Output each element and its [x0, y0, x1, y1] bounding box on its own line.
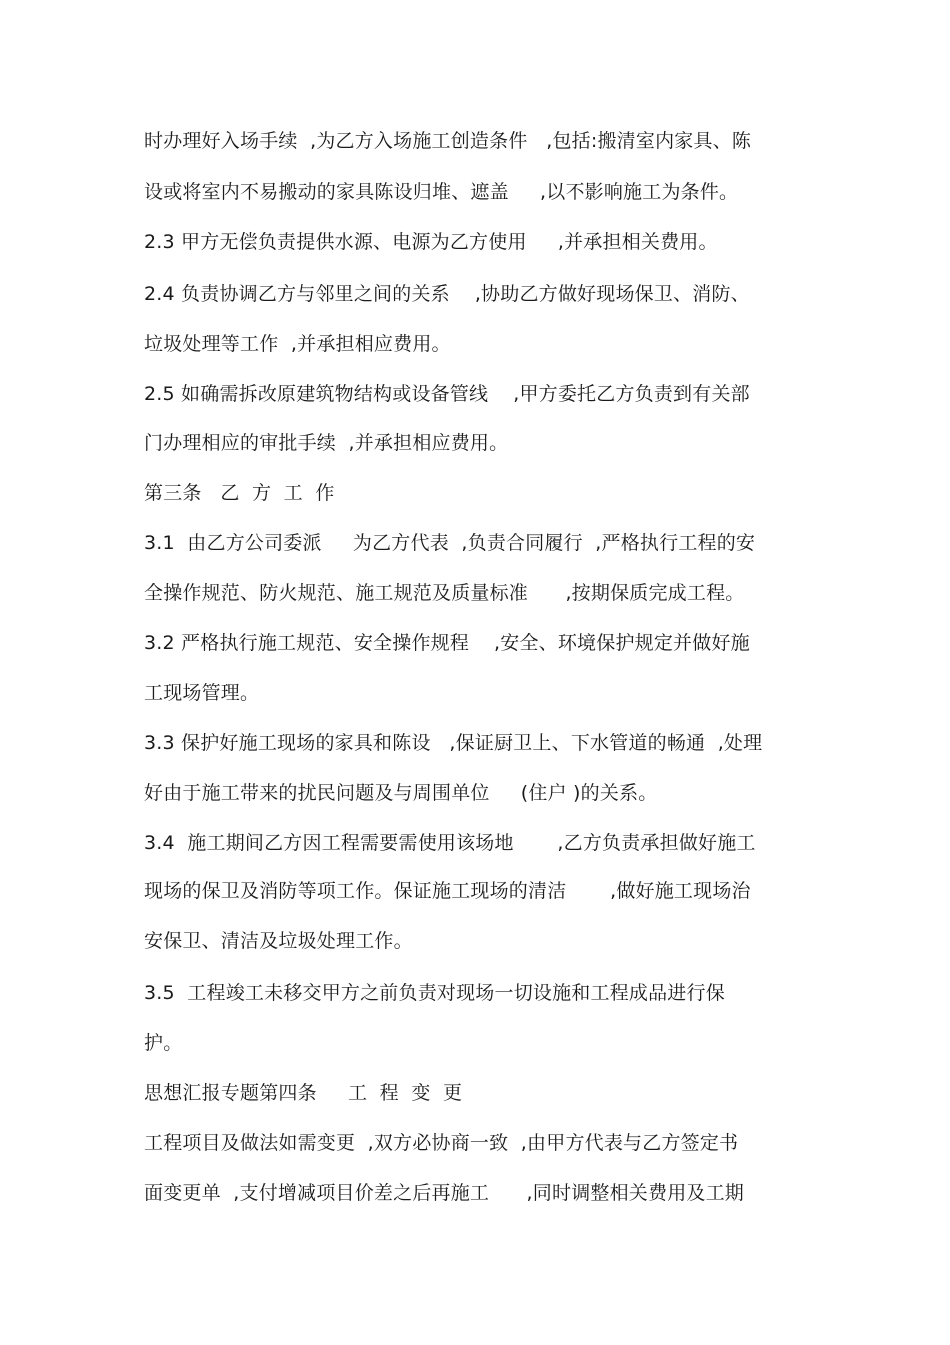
section-heading: 第三条 乙 方 工 作: [144, 482, 335, 504]
text-line: 门办理相应的审批手续 ,并承担相应费用。: [144, 432, 509, 454]
text-line: 3.1 由乙方公司委派 为乙方代表 ,负责合同履行 ,严格执行工程的安: [144, 532, 756, 554]
text-line: 工程项目及做法如需变更 ,双方必协商一致 ,由甲方代表与乙方签定书: [144, 1132, 739, 1154]
text-line: 2.4 负责协调乙方与邻里之间的关系 ,协助乙方做好现场保卫、消防、: [144, 283, 750, 305]
text-line: 2.5 如确需拆改原建筑物结构或设备管线 ,甲方委托乙方负责到有关部: [144, 383, 750, 405]
text-line: 现场的保卫及消防等项工作。保证施工现场的清洁 ,做好施工现场治: [144, 880, 751, 902]
text-line: 设或将室内不易搬动的家具陈设归堆、遮盖 ,以不影响施工为条件。: [144, 181, 739, 203]
text-line: 时办理好入场手续 ,为乙方入场施工创造条件 ,包括:搬清室内家具、陈: [144, 130, 752, 152]
text-line: 护。: [144, 1032, 183, 1054]
text-line: 2.3 甲方无偿负责提供水源、电源为乙方使用 ,并承担相关费用。: [144, 231, 718, 253]
text-line: 面变更单 ,支付增减项目价差之后再施工 ,同时调整相关费用及工期: [144, 1182, 744, 1204]
text-line: 垃圾处理等工作 ,并承担相应费用。: [144, 333, 451, 355]
text-line: 3.5 工程竣工未移交甲方之前负责对现场一切设施和工程成品进行保: [144, 982, 725, 1004]
text-line: 全操作规范、防火规范、施工规范及质量标准 ,按期保质完成工程。: [144, 582, 745, 604]
text-line: 3.3 保护好施工现场的家具和陈设 ,保证厨卫上、下水管道的畅通 ,处理: [144, 732, 763, 754]
text-line: 工现场管理。: [144, 682, 260, 704]
text-line: 安保卫、清洁及垃圾处理工作。: [144, 930, 413, 952]
section-heading: 思想汇报专题第四条 工 程 变 更: [144, 1082, 463, 1104]
text-line: 好由于施工带来的扰民问题及与周围单位 (住户 )的关系。: [144, 782, 658, 804]
text-line: 3.4 施工期间乙方因工程需要需使用该场地 ,乙方负责承担做好施工: [144, 832, 756, 854]
text-line: 3.2 严格执行施工规范、安全操作规程 ,安全、环境保护规定并做好施: [144, 632, 750, 654]
